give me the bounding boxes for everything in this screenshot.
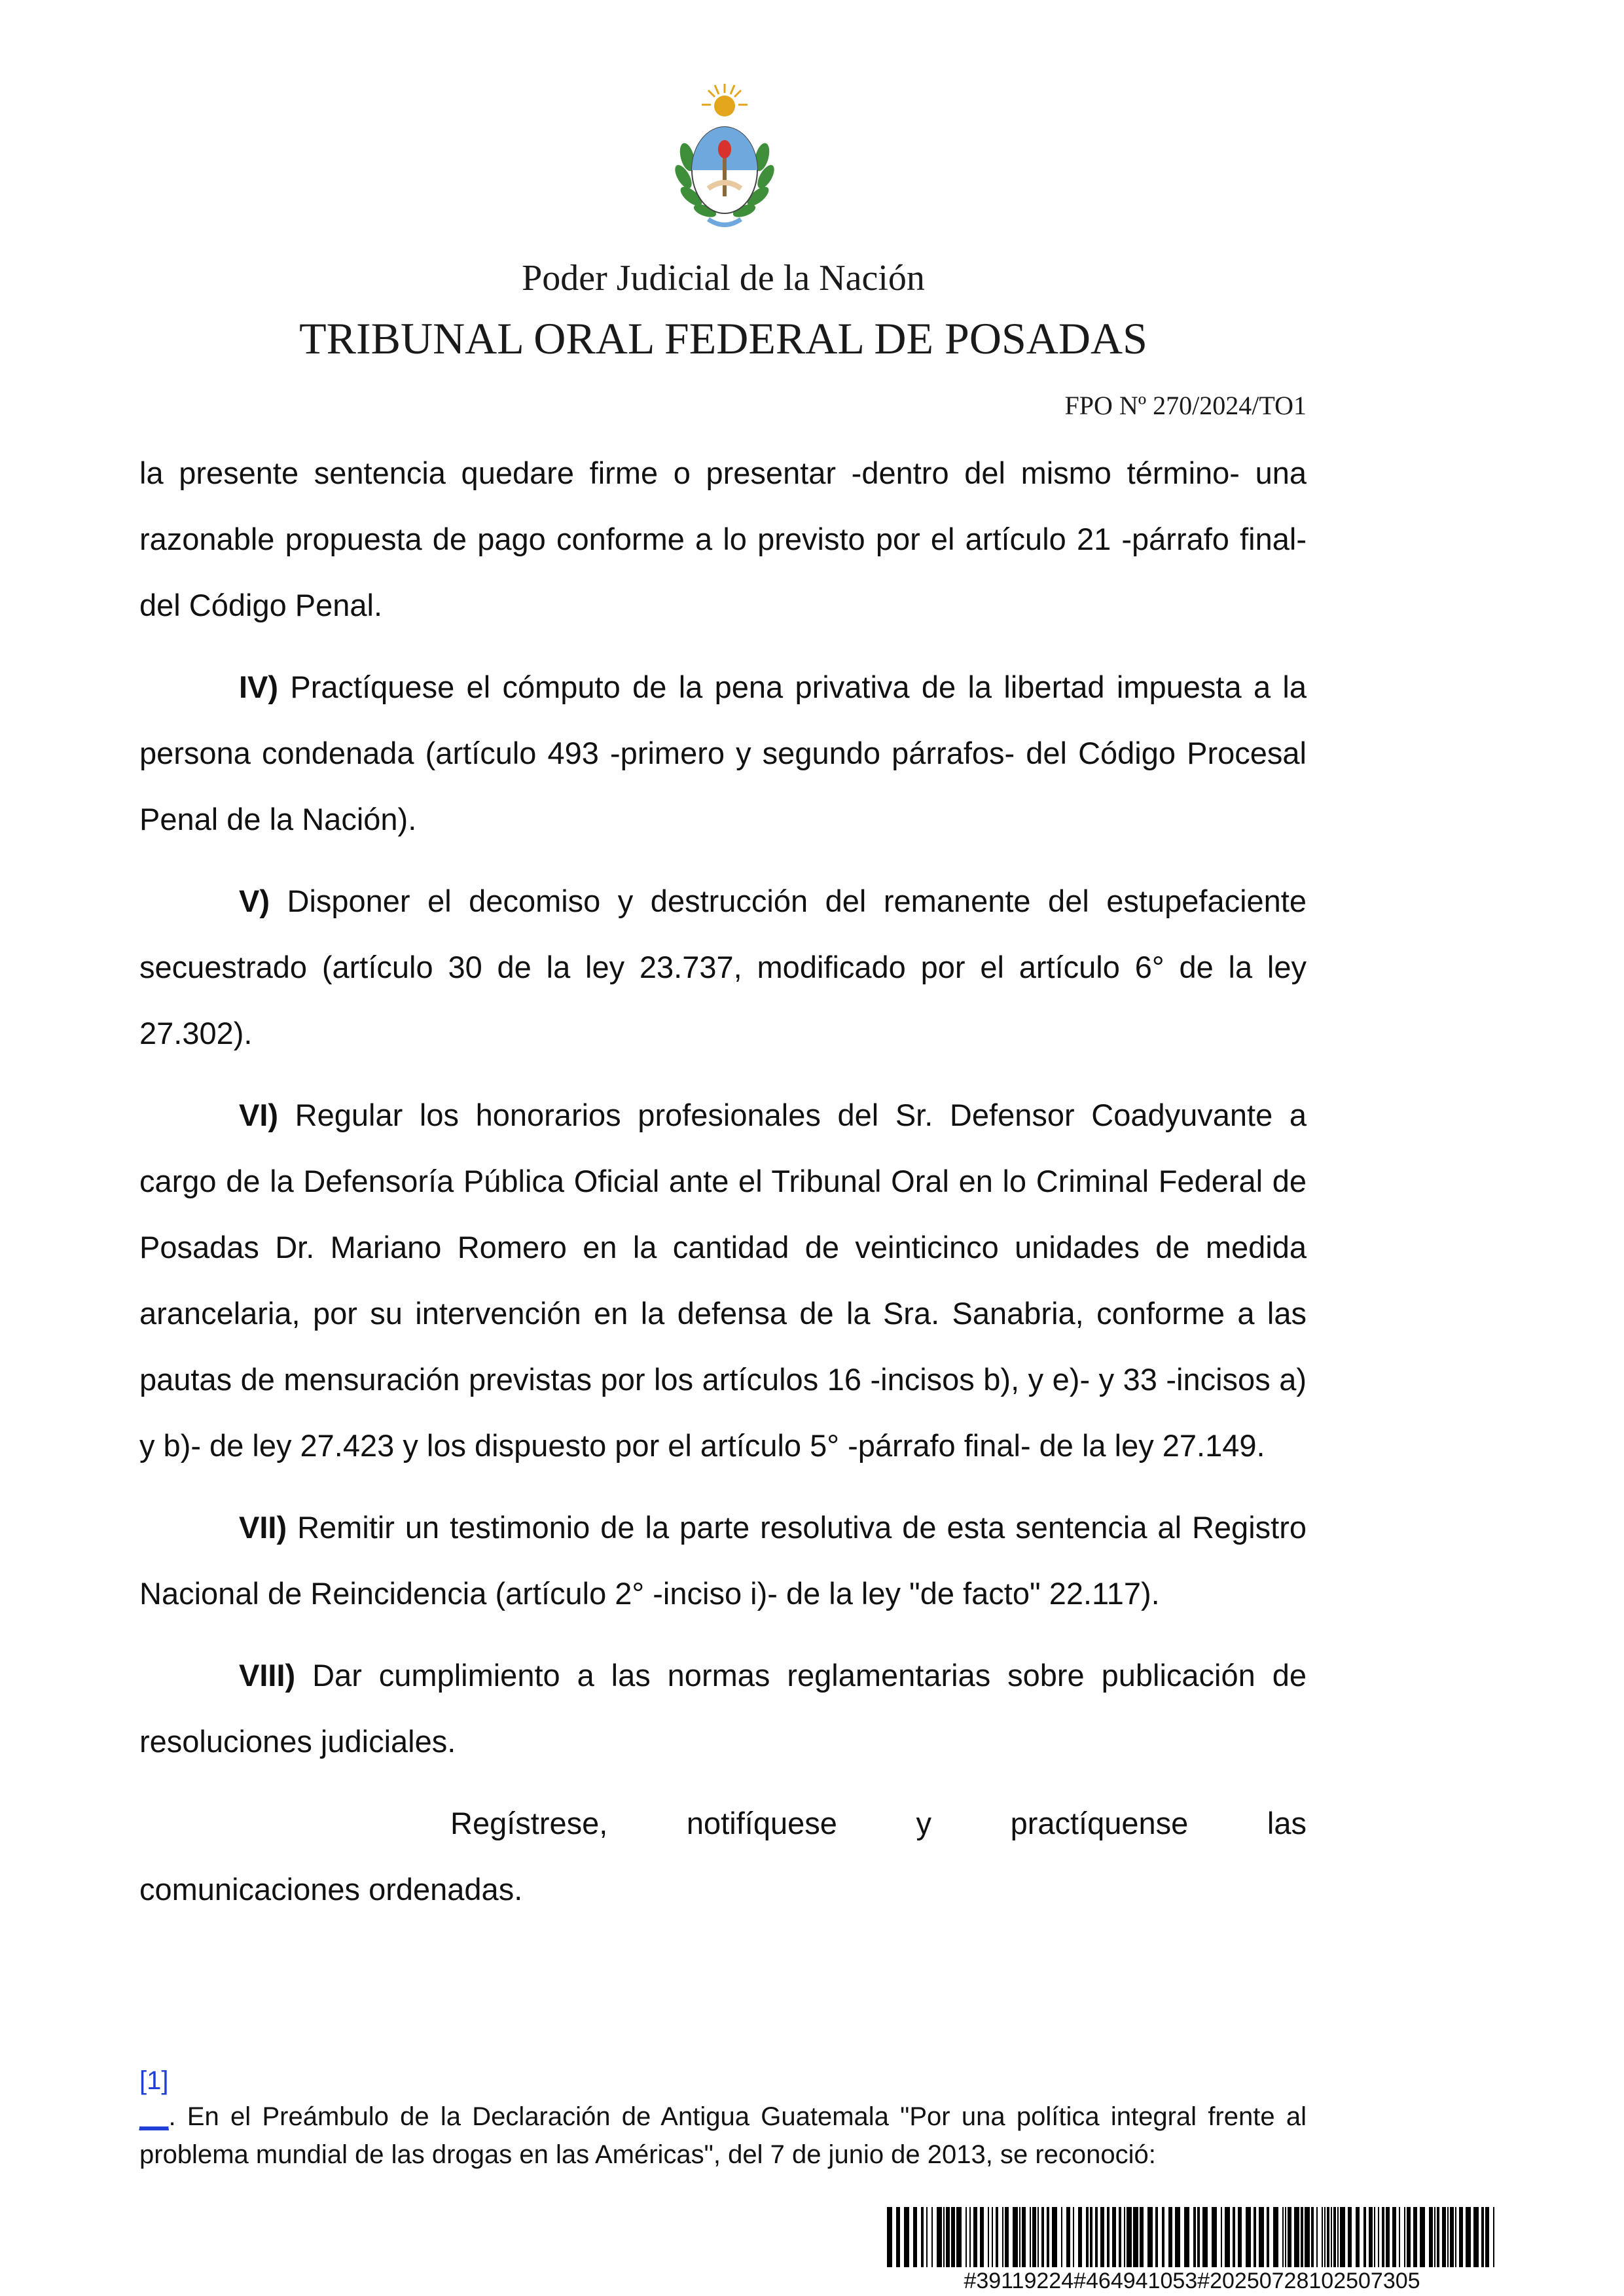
document-body — [139, 440, 1307, 1922]
closing-line: comunicaciones ordenadas. — [139, 1872, 523, 1907]
paragraph-number: IV) — [239, 670, 279, 704]
paragraph-number: VI) — [239, 1098, 279, 1132]
footnote-reference-link[interactable]: [1] — [139, 2066, 169, 2095]
header-court-name: TRIBUNAL ORAL FEDERAL DE POSADAS — [299, 314, 1147, 363]
footnote-back-link[interactable]: __ — [139, 2102, 169, 2131]
closing-word: notifíquese — [686, 1806, 837, 1840]
paragraph-number: V) — [239, 884, 270, 918]
barcode-number: #39119224#464941053#20250728102507305 — [964, 2269, 1420, 2293]
case-number: FPO Nº 270/2024/TO1 — [1064, 391, 1307, 420]
shield-icon — [692, 127, 757, 213]
footnote — [139, 2098, 1307, 2174]
paragraph-iv — [139, 654, 1307, 852]
paragraph-vi — [139, 1082, 1307, 1479]
paragraph-viii — [139, 1642, 1307, 1774]
closing-word: practíquense — [1010, 1806, 1189, 1840]
paragraph-v — [139, 868, 1307, 1066]
closing-word: y — [916, 1806, 931, 1840]
paragraph-text: Dar cumplimiento a las normas reglamentarias sobre publicación de resoluciones judiciales. — [139, 1658, 1307, 1759]
paragraph-text: Remitir un testimonio de la parte resolutiva de esta sentencia al Registro Nacional de Reincidencia (artículo 2° -inciso i)- de la ley "de facto" 22.117). — [139, 1510, 1307, 1611]
coat-of-arms-seal — [669, 79, 780, 236]
barcode — [887, 2207, 1497, 2267]
sun-icon — [702, 84, 748, 117]
closing-word: las — [1267, 1806, 1307, 1840]
paragraph-continuation: la presente sentencia quedare firme o presentar -dentro del mismo término- una razonable propuesta de pago conforme a lo previsto por el artículo 21 -párrafo final- del Código Penal. — [139, 456, 1307, 622]
paragraph-text: Practíquese el cómputo de la pena privativa de la libertad impuesta a la persona condenada (artículo 493 -primero y segundo párrafos- del Código Procesal Penal de la Nación). — [139, 670, 1307, 836]
closing-word: Regístrese, — [450, 1806, 608, 1840]
footnote-text: . En el Preámbulo de la Declaración de Antigua Guatemala "Por una política integral frente al problema mundial de las drogas en las Américas", del 7 de junio de 2013, se reconoció: — [139, 2102, 1307, 2169]
header-institution: Poder Judicial de la Nación — [522, 258, 925, 298]
paragraph-text: Regular los honorarios profesionales del Sr. Defensor Coadyuvante a cargo de la Defensoría Pública Oficial ante el Tribunal Oral en lo Criminal Federal de Posadas Dr. Mariano Romero en la cantidad de veinticinco unidades de medida arancelaria, por su intervención en la defensa de la Sra. Sanabria, conforme a las pautas de mensuración previstas por los artículos 16 -incisos b), y e)- y 33 -incisos a) y b)- de ley 27.423 y los dispuesto por el artículo 5° -párrafo final- de la ley 27.149. — [139, 1098, 1307, 1463]
paragraph-vii — [139, 1494, 1307, 1626]
paragraph-number: VII) — [239, 1510, 287, 1545]
closing-formula — [139, 1790, 1307, 1922]
paragraph-number: VIII) — [239, 1658, 296, 1693]
paragraph-text: Disponer el decomiso y destrucción del remanente del estupefaciente secuestrado (artículo 30 de la ley 23.737, modificado por el artículo 6° de la ley 27.302). — [139, 884, 1307, 1050]
ribbon-icon — [708, 219, 741, 225]
